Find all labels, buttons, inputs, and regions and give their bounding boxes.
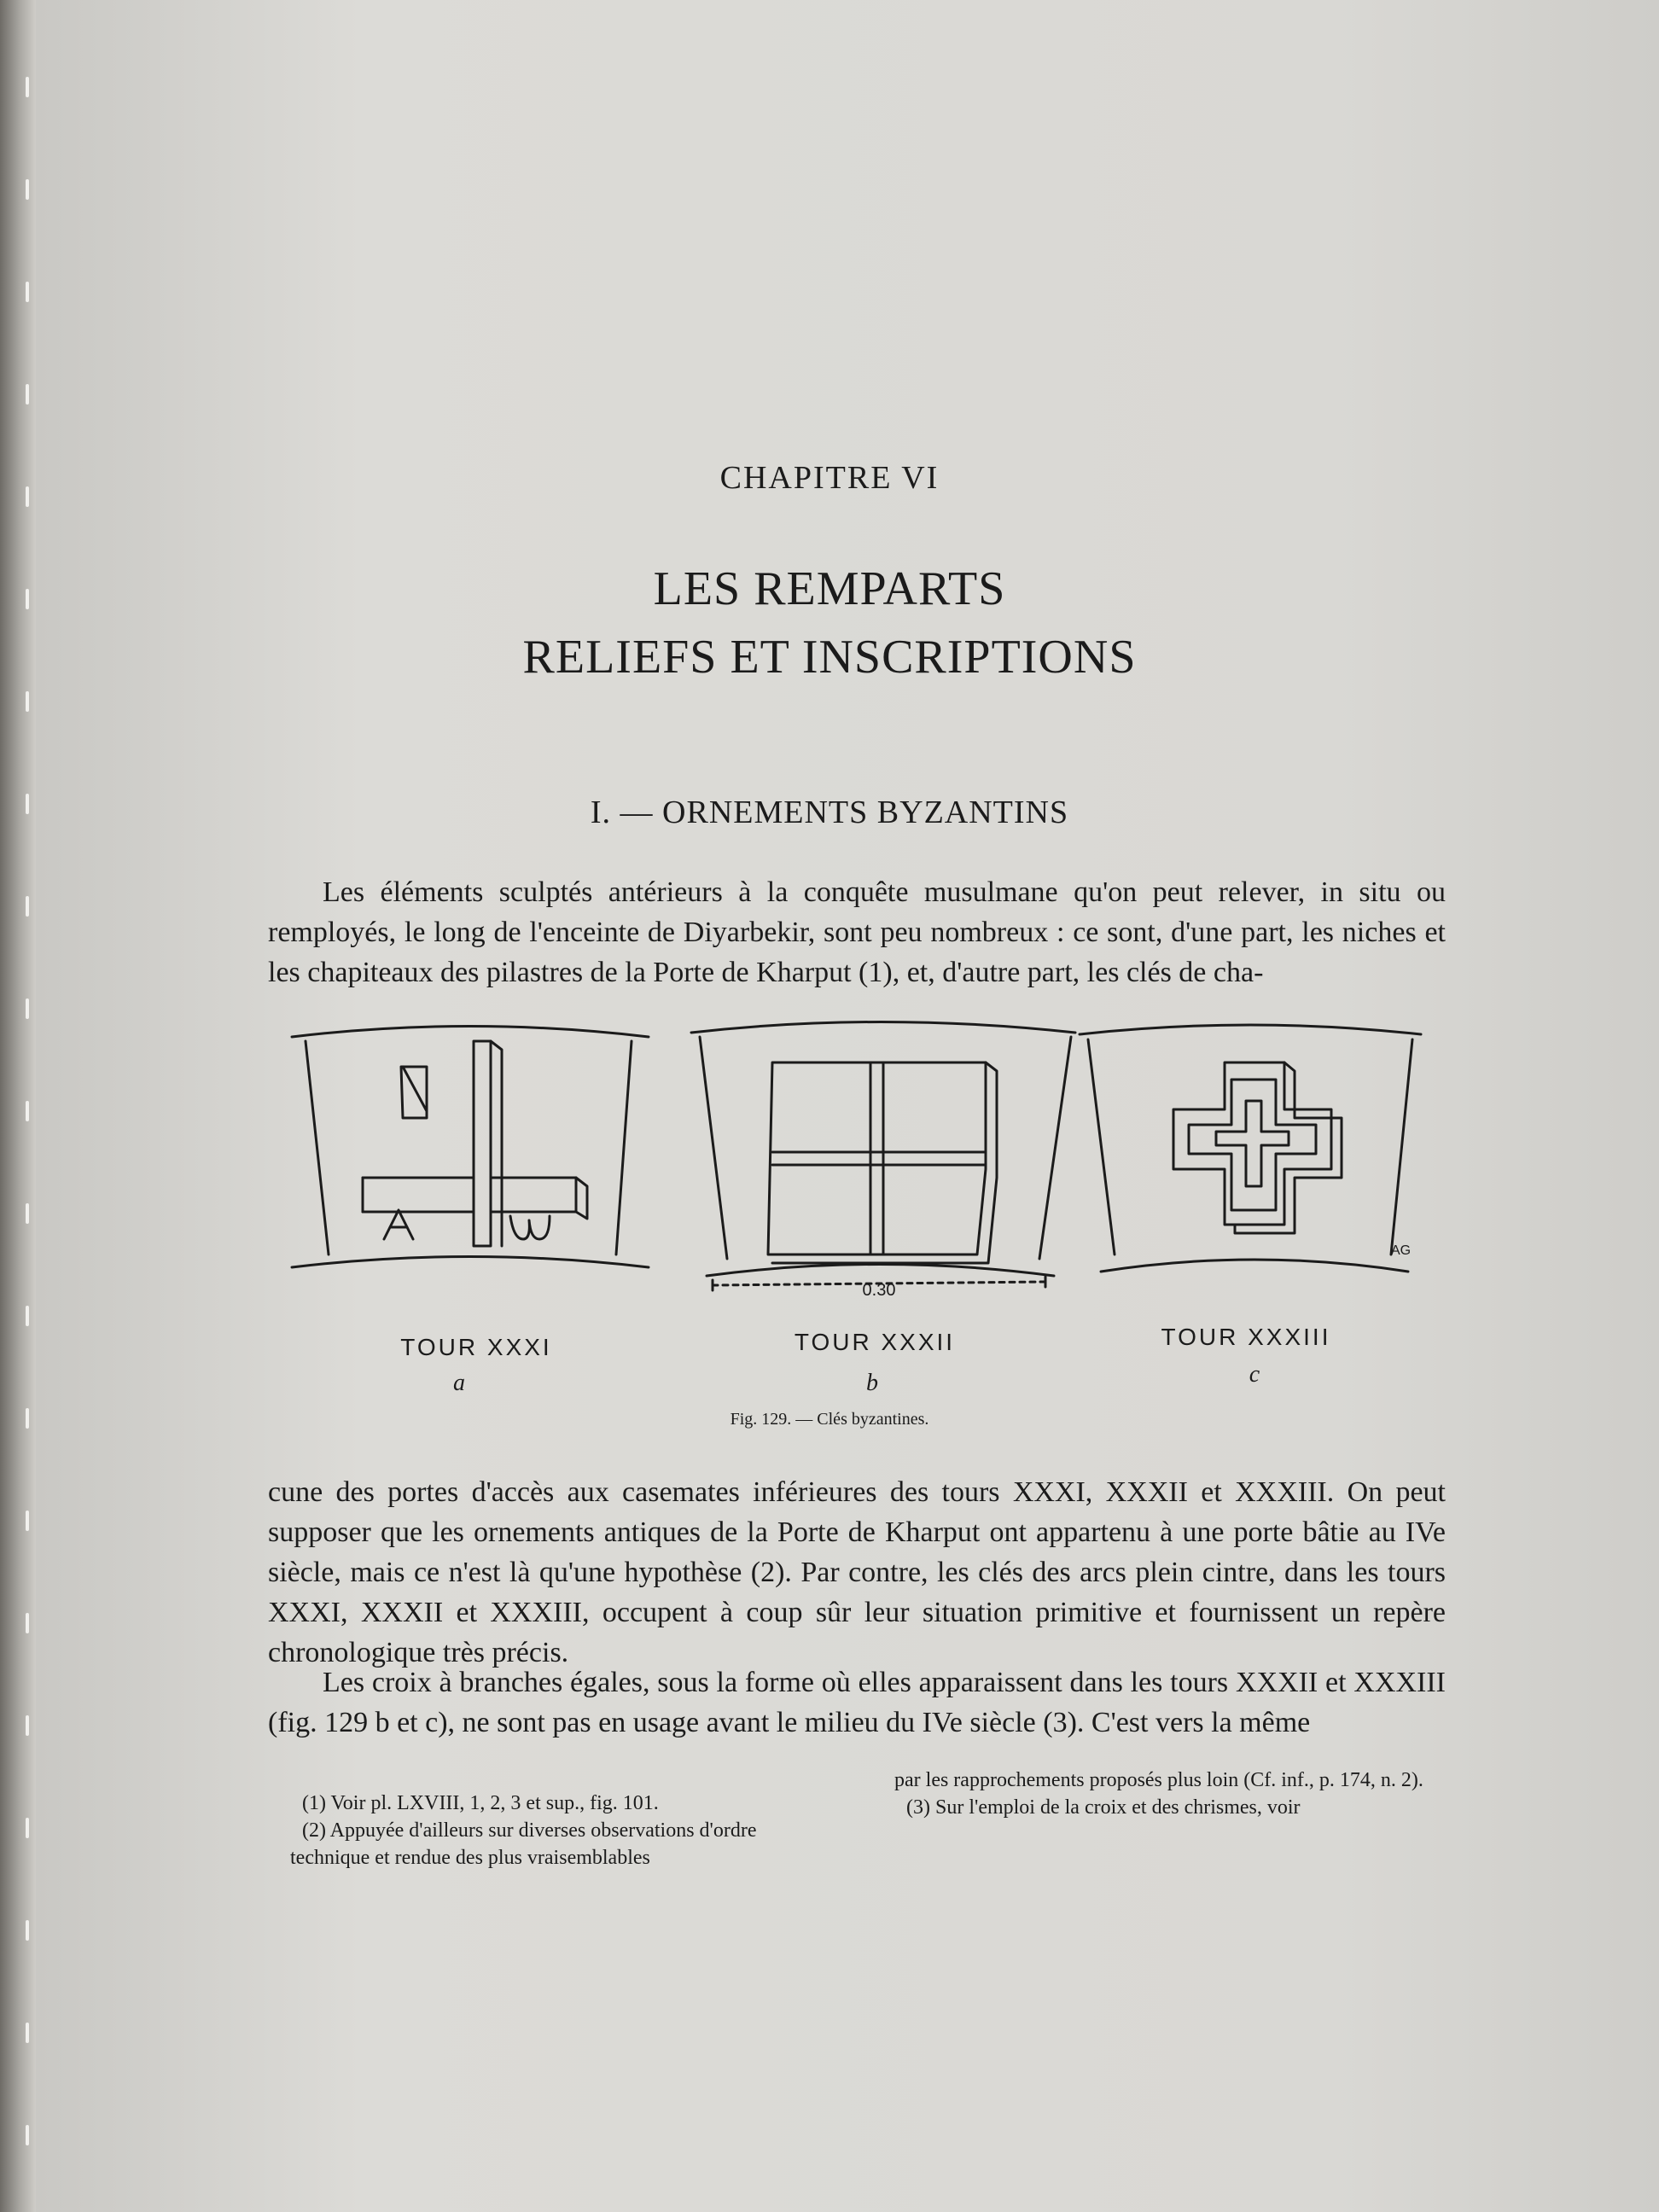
paragraph-1: Les éléments sculptés antérieurs à la conquête musulmane qu'on peut relever, in situ ou remployés, le long de l'enceinte de Diyarbekir, sont peu nombreux : ce sont, d'une part, les niches et les chapiteaux des pilastres de la Porte de Kharput (1), et, d'autre part, les clés de cha- <box>268 876 1446 988</box>
chapter-title-line2: RELIEFS ET INSCRIPTIONS <box>522 631 1137 684</box>
chapter-label: CHAPITRE VI <box>719 460 940 496</box>
panel-c-letter: c <box>1249 1361 1260 1388</box>
panel-a-label: TOUR XXXI <box>400 1334 552 1360</box>
panel-b-label: TOUR XXXII <box>794 1329 956 1355</box>
footnote-1: (1) Voir pl. LXVIII, 1, 2, 3 et sup., fig. 101. <box>302 1792 659 1814</box>
figure-byzantine-keystones <box>282 1016 1425 1365</box>
keystone-c-drawing <box>1080 1025 1421 1272</box>
footnotes-right <box>894 1767 1441 1821</box>
panel-a-letter: a <box>453 1370 465 1396</box>
figure-caption: Fig. 129. — Clés byzantines. <box>730 1410 929 1429</box>
dimension-label: 0.30 <box>862 1281 896 1300</box>
section-title: I. — ORNEMENTS BYZANTINS <box>590 795 1069 830</box>
keystone-a-drawing <box>292 1027 649 1268</box>
paragraph-3: Les croix à branches égales, sous la forme où elles apparaissent dans les tours XXXII et XXXIII (fig. 129 b et c), ne sont pas en usage avant le milieu du IVe siècle (3). C'est vers la même <box>268 1667 1446 1738</box>
panel-c-label: TOUR XXXIII <box>1161 1324 1331 1350</box>
chapter-title-line1: LES REMPARTS <box>653 562 1006 615</box>
signature-monogram: AG <box>1391 1243 1412 1258</box>
panel-b-letter: b <box>866 1370 878 1396</box>
footnotes-left <box>290 1790 836 1871</box>
footnote-2: (2) Appuyée d'ailleurs sur diverses observations d'ordre technique et rendue des plus vraisemblables <box>290 1819 757 1869</box>
binding-stitches <box>26 0 32 2212</box>
keystone-b-drawing <box>691 1022 1075 1291</box>
footnote-3: (3) Sur l'emploi de la croix et des chrismes, voir <box>906 1796 1301 1819</box>
footnote-2-continued: par les rapprochements proposés plus loin (Cf. inf., p. 174, n. 2). <box>894 1769 1423 1791</box>
paragraph-2: cune des portes d'accès aux casemates inférieures des tours XXXI, XXXII et XXXIII. On peut supposer que les ornements antiques de la Porte de Kharput ont appartenu à une porte bâtie au IVe siècle, mais ce n'est là qu'une hypothèse (2). Par contre, les clés des arcs plein cintre, dans les tours XXXI, XXXII et XXXIII, occupent à coup sûr leur situation primitive et fournissent un repère chronologique très précis. <box>268 1476 1446 1668</box>
